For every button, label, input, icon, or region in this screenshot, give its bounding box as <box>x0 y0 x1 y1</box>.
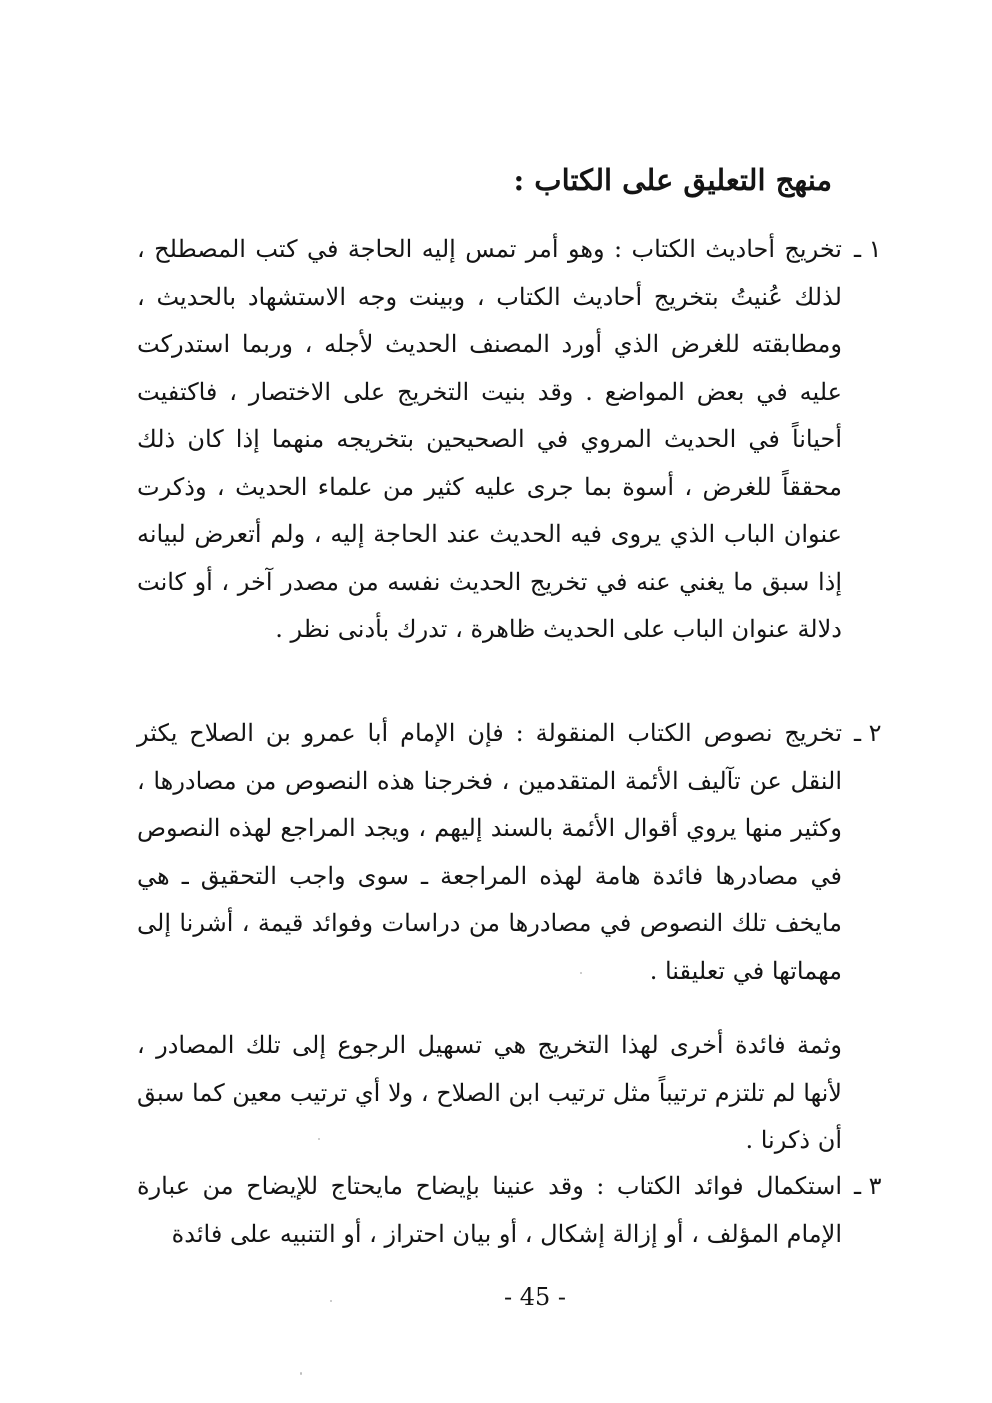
scan-speck <box>300 1372 302 1375</box>
scan-speck <box>330 1300 332 1302</box>
list-item-text: تخريج أحاديث الكتاب : وهو أمر تمس إليه الحاجة في كتب المصطلح ، لذلك عُنيتُ بتخريج أحاديث الكتاب ، وبينت وجه الاستشهاد بالحديث ، ومطابقته للغرض الذي أورد المصنف الحديث لأجله ، وربما استدركت عليه في بعض المواضع . وقد بنيت التخريج على الاختصار ، فاكتفيت أحياناً في الحديث المروي في الصحيحين بتخريجه منهما إذا كان ذلك محققاً للغرض ، أسوة بما جرى عليه كثير من علماء الحديث ، وذكرت عنوان الباب الذي يروى فيه الحديث عند الحاجة إليه ، ولم أتعرض لبيانه إذا سبق ما يغني عنه في تخريج الحديث نفسه من مصدر آخر ، أو كانت دلالة عنوان الباب على الحديث ظاهرة ، تدرك بأدنى نظر . <box>137 235 842 643</box>
scan-speck <box>318 1138 320 1140</box>
scan-speck <box>580 972 582 974</box>
section-heading: منهج التعليق على الكتاب : <box>513 163 832 197</box>
list-item-number: ٣ ـ <box>854 1172 882 1200</box>
page-number: - 45 - <box>503 1283 566 1311</box>
list-item-text: تخريج نصوص الكتاب المنقولة : فإن الإمام أبا عمرو بن الصلاح يكثر النقل عن تآليف الأئمة المتقدمين ، فخرجنا هذه النصوص من مصادرها ، وكثير منها يروي أقوال الأئمة بالسند إليهم ، ويجد المراجع لهذه النصوص في مصادرها فائدة هامة لهذه المراجعة ـ سوى واجب التحقيق ـ هي مايخف تلك النصوص في مصادرها من دراسات وفوائد قيمة ، أشرنا إلى مهماتها في تعليقنا . <box>137 719 842 985</box>
list-item-1 <box>137 226 882 654</box>
list-item-number: ١ ـ <box>854 235 882 263</box>
body-paragraph: وثمة فائدة أخرى لهذا التخريج هي تسهيل الرجوع إلى تلك المصادر ، لأنها لم تلتزم ترتيباً مثل ترتيب ابن الصلاح ، ولا أي ترتيب معين كما سبق أن ذكرنا . <box>137 1031 842 1154</box>
list-item-3 <box>137 1163 882 1258</box>
list-item-number: ٢ ـ <box>854 719 882 747</box>
list-item-text: استكمال فوائد الكتاب : وقد عنينا بإيضاح مايحتاج للإيضاح من عبارة الإمام المؤلف ، أو إزالة إشكال ، أو بيان احتراز ، أو التنبيه على فائدة <box>137 1172 842 1248</box>
list-item-2 <box>137 710 882 995</box>
